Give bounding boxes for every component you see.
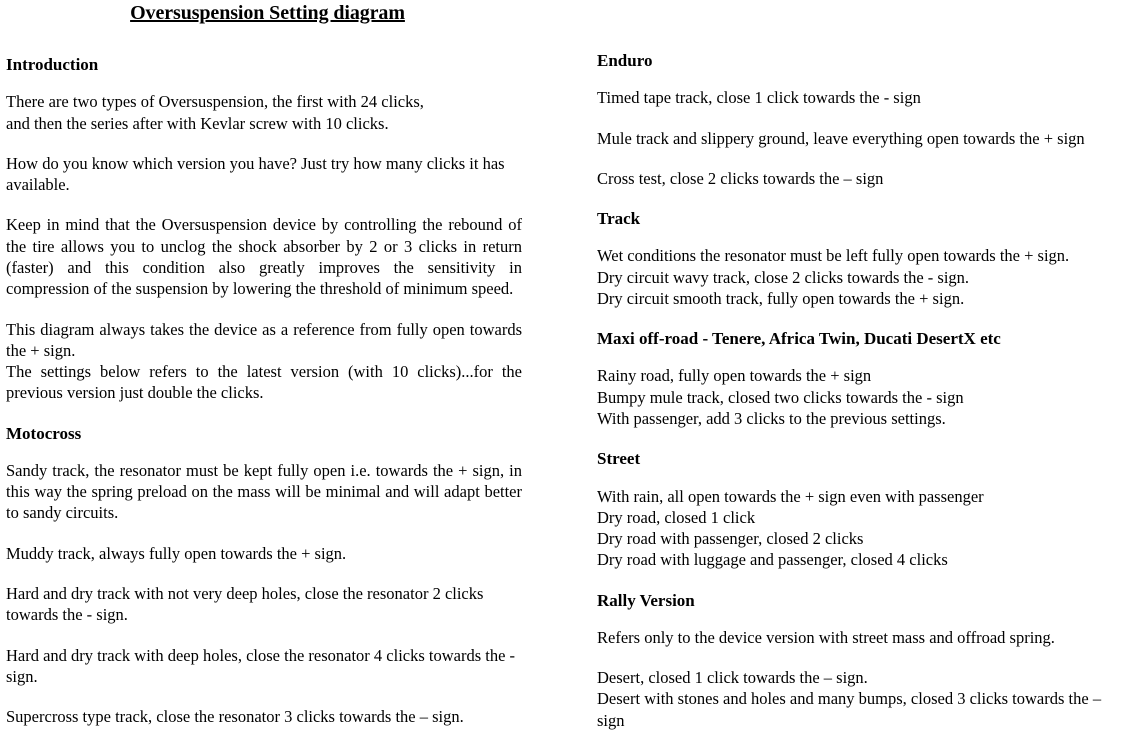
- paragraph: [597, 667, 1117, 731]
- section-heading-track: [597, 208, 1117, 229]
- section-heading-motocross: [6, 423, 522, 444]
- line: Dry circuit smooth track, fully open towards the + sign.: [597, 288, 965, 308]
- section-heading-enduro: [597, 50, 1117, 71]
- line: Cross test, close 2 clicks towards the – sign: [597, 168, 884, 188]
- section-heading-street: [597, 448, 1117, 469]
- line: Mule track and slippery ground, leave everything open towards the + sign: [597, 128, 1085, 148]
- right-column: [597, 0, 1117, 750]
- line: With passenger, add 3 clicks to the previous settings.: [597, 409, 946, 428]
- paragraph: [597, 627, 1117, 648]
- paragraph: [6, 460, 522, 524]
- paragraph: [6, 583, 522, 626]
- paragraph: [6, 645, 522, 688]
- paragraph: [6, 543, 522, 564]
- line: This diagram always takes the device as a reference from fully open towards the + sign.: [6, 319, 522, 360]
- paragraph: [597, 128, 1117, 149]
- paragraph: [6, 706, 522, 727]
- heading-text: Maxi off-road - Tenere, Africa Twin, Ducati DesertX etc: [597, 329, 1001, 349]
- heading-text: Enduro: [597, 51, 653, 70]
- paragraph: [6, 91, 522, 134]
- line: Sandy track, the resonator must be kept fully open i.e. towards the + sign, in this way the spring preload on the mass will be minimal and will adapt better to sandy circuits.: [6, 460, 522, 523]
- section-heading-introduction: [6, 54, 522, 75]
- heading-text: Track: [597, 209, 641, 229]
- line: and then the series after with Kevlar screw with 10 clicks.: [6, 113, 389, 133]
- line: How do you know which version you have? Just try how many clicks it has available.: [6, 153, 505, 195]
- line: Hard and dry track with not very deep holes, close the resonator 2 clicks towards the - sign.: [6, 584, 484, 625]
- line: Muddy track, always fully open towards the + sign.: [6, 543, 347, 563]
- heading-text: Motocross: [6, 423, 82, 443]
- line: The settings below refers to the latest version (with 10 clicks)...for the previous version just double the clicks.: [6, 362, 522, 403]
- line: There are two types of Oversuspension, the first with 24 clicks,: [6, 92, 424, 112]
- line: Dry road with passenger, closed 2 clicks: [597, 529, 864, 549]
- line: Hard and dry track with deep holes, close the resonator 4 clicks towards the - sign.: [6, 645, 516, 686]
- line: Keep in mind that the Oversuspension device by controlling the rebound of the tire allows you to unclog the shock absorber by 2 or 3 clicks in return (faster) and this condition also greatly improves the sensitivity in compression of the suspension by lowering the threshold of minimum speed.: [6, 215, 522, 299]
- left-column: [6, 0, 522, 746]
- line: Dry road, closed 1 click: [597, 507, 756, 527]
- section-heading-rally-version: [597, 590, 1117, 611]
- paragraph: [597, 245, 1117, 309]
- line: With rain, all open towards the + sign even with passenger: [597, 486, 984, 506]
- page-title: Oversuspension Setting diagram: [130, 2, 405, 24]
- paragraph: [6, 214, 522, 299]
- line: Bumpy mule track, closed two clicks towards the - sign: [597, 387, 964, 407]
- paragraph: [6, 361, 522, 404]
- line: Rainy road, fully open towards the + sign: [597, 366, 872, 386]
- line: Timed tape track, close 1 click towards the - sign: [597, 88, 921, 108]
- line: Dry road with luggage and passenger, closed 4 clicks: [597, 550, 948, 570]
- line: Wet conditions the resonator must be left fully open towards the + sign.: [597, 246, 1070, 266]
- paragraph: [597, 87, 1117, 108]
- heading-text: Street: [597, 449, 641, 469]
- paragraph: [6, 319, 522, 362]
- paragraph: [6, 153, 522, 196]
- line: Dry circuit wavy track, close 2 clicks towards the - sign.: [597, 267, 970, 287]
- line: Supercross type track, close the resonator 3 clicks towards the – sign.: [6, 707, 464, 727]
- section-heading-maxi-offroad: [597, 328, 1117, 349]
- paragraph: [597, 365, 1117, 429]
- paragraph: [597, 168, 1117, 189]
- heading-text: Introduction: [6, 55, 99, 74]
- heading-text: Rally Version: [597, 590, 695, 610]
- line: Desert with stones and holes and many bumps, closed 3 clicks towards the – sign: [597, 689, 1102, 730]
- line: Refers only to the device version with street mass and offroad spring.: [597, 627, 1055, 647]
- paragraph: [597, 486, 1117, 571]
- line: Desert, closed 1 click towards the – sign.: [597, 668, 868, 688]
